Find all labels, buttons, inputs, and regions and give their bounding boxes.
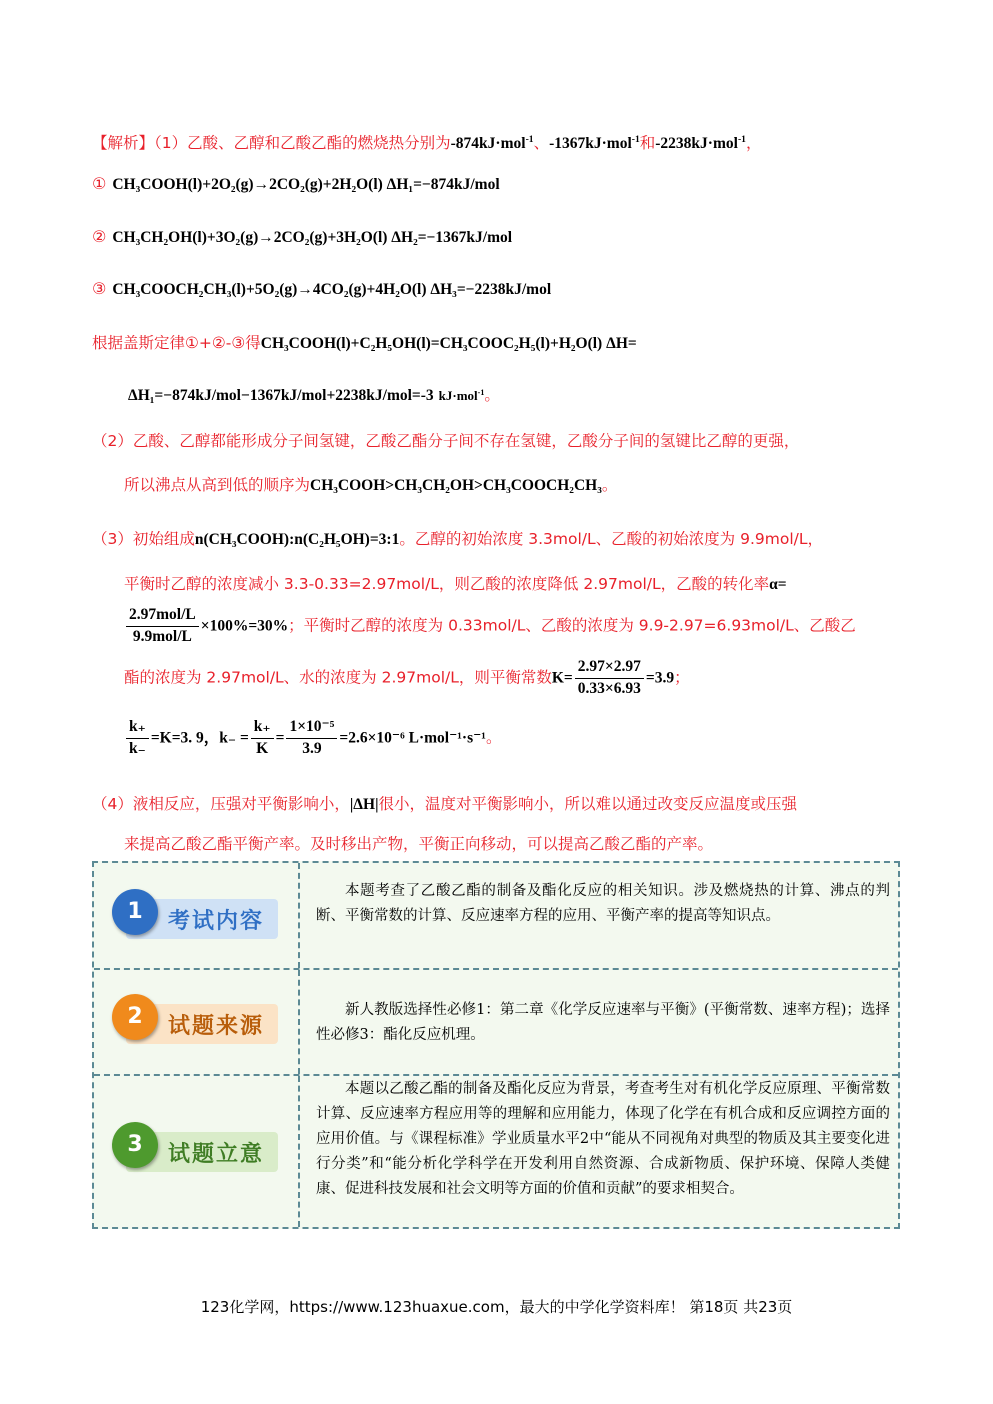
table-row (94, 863, 898, 970)
badge-exam-content (112, 889, 282, 941)
k-fraction: $\frac{2.97\times 2.97}{0.33\times 6.93}$ (575, 658, 644, 698)
badge-label: 考试内容 (168, 909, 265, 934)
conversion-fraction: $\frac{\text{2.97mol/L}}{\text{9.9mol/L}}$ (126, 606, 199, 646)
badge-number: 3 (112, 1122, 158, 1168)
table-row (94, 970, 898, 1076)
sep: 和 (639, 134, 656, 152)
badge-label: 试题来源 (168, 1014, 265, 1039)
sep: 、 (533, 134, 550, 152)
part3-line4: 酯的浓度为 2.97mol/L、水的浓度为 2.97mol/L，则平衡常数K= $\frac{2.97\times 2.97}{0.33\times 6.93}$ =3.9； (124, 658, 690, 697)
part3-line1: （3）初始组成n(CH₃COOH):n(C₂H₅OH)=3:1。乙醇的初始浓度 3.3mol/L、乙酸的初始浓度为 9.9mol/L， (92, 530, 823, 548)
table-row (94, 1076, 898, 1227)
hess-line: 根据盖斯定律①+②-③得CH₃COOH(l)+C₂H₅OH(l)=CH₃COOC₂H₅(l)+H₂O(l) ΔH= (92, 334, 637, 352)
sep: ， (745, 134, 762, 152)
row-text: 本题考查了乙酸乙酯的制备及酯化反应的相关知识。涉及燃烧热的计算、沸点的判断、平衡常数的计算、反应速率方程的应用、平衡产率的提高等知识点。 (316, 883, 890, 924)
part2-line1: （2）乙酸、乙醇都能形成分子间氢键，乙酸乙酯分子间不存在氢键，乙酸分子间的氢键比乙醇的更强， (92, 432, 800, 450)
intro-text: （1）乙酸、乙醇和乙酸乙酯的燃烧热分别为 (154, 134, 451, 152)
rate-ratio: $\frac{k_+}{k_-}$ (126, 718, 149, 758)
part3-line3: $\frac{\text{2.97mol/L}}{\text{9.9mol/L}}$ ×100%=30%；平衡时乙醇的浓度为 0.33mol/L、乙酸的浓度为 9.9-2.97=6.93mol/L、乙酸乙 (124, 606, 856, 646)
part2-line2: 所以沸点从高到低的顺序为CH₃COOH>CH₃CH₂OH>CH₃COOCH₂CH₃。 (124, 476, 618, 494)
rate-fraction: $\frac{k_+}{K}$ (251, 718, 274, 758)
delta-h: |ΔH| (349, 796, 379, 813)
page-footer: 123化学网，https://www.123huaxue.com，最大的中学化学资料库！ 第18页 共23页 (200, 1298, 793, 1316)
row-text: 本题以乙酸乙酯的制备及酯化反应为背景，考查考生对有机化学反应原理、平衡常数计算、反应速率方程应用等的理解和应用能力，体现了化学在有机合成和反应调控方面的应用价值。与《课程标准》学业质量水平2中“能从不同视角对典型的物质及其主要变化进行分类”和“能分析化学科学在开发利用自然资源、合成新物质、保护环境、保障人类健康、促进科技发展和社会文明等方面的价值和贡献”的要求相契合。 (316, 1081, 890, 1197)
hess-result: ΔH₁=−874kJ/mol−1367kJ/mol+2238kJ/mol=-3 kJ·mol$^{-1}$。 (128, 386, 500, 404)
part3-line5: $\frac{k_+}{k_-}$ =K=3. 9，k₋ = $\frac{k_+}{K}$ = $\frac{\text{1×10⁻⁵}}{3.9}$ =2.6×10⁻⁶ L·mol⁻¹·s⁻¹。 (124, 718, 501, 758)
unit: kJ·mol$^{-1}$ (438, 388, 485, 403)
equation-1: ① CH₃COOH(l)+2O₂(g)→2CO₂(g)+2H₂O(l) ΔH₁=−874kJ/mol (92, 174, 500, 193)
info-table (92, 861, 900, 1229)
hess-equation: CH₃COOH(l)+C₂H₅OH(l)=CH₃COOC₂H₅(l)+H₂O(l) ΔH= (260, 335, 637, 352)
value-fraction: $\frac{\text{1×10⁻⁵}}{3.9}$ (286, 718, 337, 758)
equation-3: ③ CH₃COOCH₂CH₃(l)+5O₂(g)→4CO₂(g)+4H₂O(l) ΔH₃=−2238kJ/mol (92, 279, 552, 298)
badge-source (112, 994, 282, 1046)
badge-label: 试题立意 (168, 1142, 265, 1167)
row-text: 新人教版选择性必修1：第二章《化学反应速率与平衡》(平衡常数、速率方程)；选择性必修3：酯化反应机理。 (316, 1002, 890, 1043)
badge-intent (112, 1122, 282, 1174)
ratio: n(CH₃COOH):n(C₂H₅OH)=3:1 (194, 531, 400, 548)
value-acetic: -874kJ·mol$^{-1}$ (450, 134, 534, 152)
analysis-label: 【解析】 (92, 134, 155, 152)
boiling-order: CH₃COOH>CH₃CH₂OH>CH₃COOCH₂CH₃ (310, 477, 602, 494)
badge-number: 2 (112, 994, 158, 1040)
part4-line1: （4）液相反应，压强对平衡影响小，|ΔH|很小，温度对平衡影响小，所以难以通过改变反应温度或压强 (92, 795, 797, 813)
equation-2: ② CH₃CH₂OH(l)+3O₂(g)→2CO₂(g)+3H₂O(l) ΔH₂=−1367kJ/mol (92, 227, 513, 246)
part4-line2: 来提高乙酸乙酯平衡产率。及时移出产物，平衡正向移动，可以提高乙酸乙酯的产率。 (124, 835, 714, 853)
value-ester: -2238kJ·mol$^{-1}$ (655, 134, 746, 152)
badge-number: 1 (112, 889, 158, 935)
value-ethanol: -1367kJ·mol$^{-1}$ (549, 134, 640, 152)
part3-line2: 平衡时乙醇的浓度减小 3.3-0.33=2.97mol/L，则乙酸的浓度降低 2.97mol/L，乙酸的转化率α= (124, 575, 787, 593)
intro-line (92, 131, 761, 153)
